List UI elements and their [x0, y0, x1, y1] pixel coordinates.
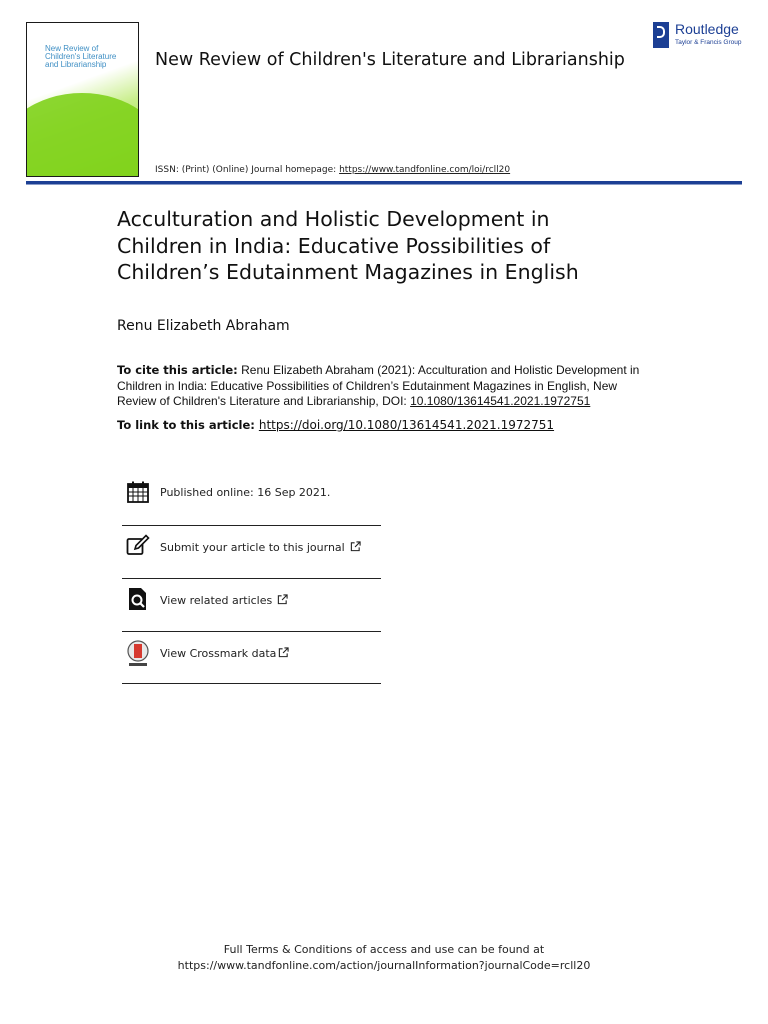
- footer-terms-url[interactable]: https://www.tandfonline.com/action/journalInformation?journalCode=rcll20: [177, 959, 591, 972]
- routledge-mark-icon: [653, 22, 669, 48]
- edit-icon: [126, 534, 150, 558]
- link-label: To link to this article:: [117, 418, 255, 432]
- citation-text: Renu Elizabeth Abraham (2021): Acculturation and Holistic Development in Children in India: Educative Possibilities of Children’s Edutainment Magazines in English, New Review of Children's Literature and Librarianship, DOI:: [117, 363, 640, 408]
- external-link-icon: [277, 594, 288, 605]
- link-divider: [122, 631, 381, 632]
- footer-line: Full Terms & Conditions of access and use can be found at: [223, 943, 545, 956]
- routledge-logo: [653, 22, 748, 52]
- terms-footer: [0, 942, 768, 974]
- publisher-name: Routledge: [675, 21, 739, 37]
- article-author: Renu Elizabeth Abraham: [117, 318, 290, 334]
- related-articles-label: View related articles: [160, 594, 288, 607]
- external-link-icon: [350, 541, 361, 552]
- issn-label: ISSN: (Print) (Online) Journal homepage:: [155, 165, 340, 175]
- issn-line: [155, 165, 510, 175]
- citation-label: To cite this article:: [117, 363, 238, 377]
- crossmark-link[interactable]: [122, 640, 381, 692]
- external-link-icon: [278, 647, 289, 658]
- crossmark-label: View Crossmark data: [160, 647, 289, 660]
- cover-swoosh: [26, 93, 139, 177]
- published-online-label: Published online: 16 Sep 2021.: [160, 486, 331, 499]
- article-title-line: Children in India: Educative Possibilities of: [117, 233, 551, 258]
- cover-title: New Review of Children's Literature and Librarianship: [45, 44, 117, 69]
- article-doi-link[interactable]: https://doi.org/10.1080/13614541.2021.1972751: [258, 418, 555, 432]
- article-title: [117, 206, 677, 286]
- journal-cover-image: [26, 22, 139, 177]
- crossmark-icon: [126, 640, 150, 668]
- article-title-line: Children’s Edutainment Magazines in English: [117, 260, 579, 284]
- journal-homepage-link[interactable]: https://www.tandfonline.com/loi/rcll20: [339, 165, 511, 175]
- link-divider: [122, 683, 381, 684]
- submit-article-label: Submit your article to this journal: [160, 541, 361, 554]
- search-document-icon: [126, 587, 150, 611]
- link-divider: [122, 578, 381, 579]
- article-title-line: Acculturation and Holistic Development in: [117, 207, 550, 231]
- header-rule-thin: [26, 184, 742, 185]
- link-line: [117, 418, 554, 432]
- citation-doi-link[interactable]: 10.1080/13614541.2021.1972751: [410, 394, 591, 408]
- citation-block: [117, 363, 652, 410]
- calendar-icon: [126, 480, 150, 504]
- link-divider: [122, 525, 381, 526]
- journal-title: New Review of Children's Literature and Librarianship: [155, 50, 625, 70]
- publisher-group: Taylor & Francis Group: [675, 39, 742, 46]
